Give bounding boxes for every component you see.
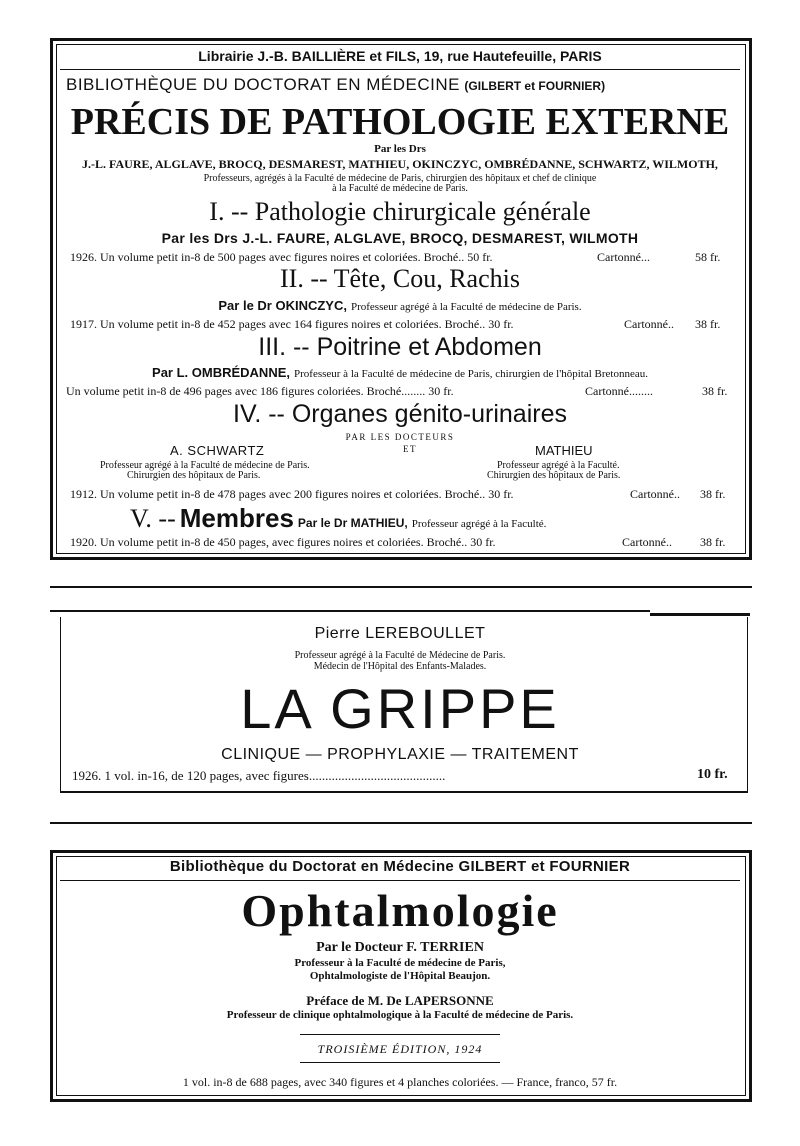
vol-2-cartonne: Cartonné..: [624, 317, 674, 331]
ophtalmo-details: 1 vol. in-8 de 688 pages, avec 340 figures et 4 planches coloriées. — France, franco, 57 fr.: [182, 1075, 618, 1089]
ophtalmo-edition: TROISIÈME ÉDITION, 1924: [317, 1042, 483, 1056]
vol-1-cartonne: Cartonné...: [597, 250, 650, 264]
section-rule: [50, 610, 650, 612]
vol-2-byline: [0, 297, 800, 315]
vol-4-par-les: PAR LES DOCTEURS: [345, 432, 455, 442]
vol-4-author-right: MATHIEU: [535, 443, 593, 458]
publisher-line: Librairie J.-B. BAILLIÈRE et FILS, 19, rue Hautefeuille, PARIS: [198, 48, 602, 64]
vol-3-byline: [0, 364, 800, 382]
vol-1-byline: Par les Drs J.-L. FAURE, ALGLAVE, BROCQ, DESMAREST, WILMOTH: [161, 230, 639, 246]
vol-5-details: 1920. Un volume petit in-8 de 450 pages, avec figures noires et coloriées. Broché.. 30 fr.: [70, 535, 496, 549]
section-rule: [650, 613, 750, 616]
vol-1-heading: I. -- Pathologie chirurgicale générale: [209, 197, 591, 226]
vol-1-price: 58 fr.: [695, 250, 721, 264]
vol-2-details: 1917. Un volume petit in-8 de 452 pages avec 164 figures noires et coloriées. Broché.. 30 fr.: [70, 317, 514, 331]
grippe-author-desc-2: Médecin de l'Hôpital des Enfants-Malades.: [313, 661, 487, 672]
ophtalmo-series: Bibliothèque du Doctorat en Médecine GILBERT et FOURNIER: [169, 858, 631, 875]
book-title: PRÉCIS DE PATHOLOGIE EXTERNE: [70, 101, 730, 143]
grippe-title: LA GRIPPE: [240, 677, 560, 740]
vol-3-heading: III. -- Poitrine et Abdomen: [258, 333, 542, 361]
vol-2-heading: II. -- Tête, Cou, Rachis: [280, 264, 520, 293]
grippe-author-desc-1: Professeur agrégé à la Faculté de Médecine de Paris.: [294, 650, 506, 661]
grippe-author: Pierre LEREBOULLET: [314, 625, 486, 642]
ophtalmo-author: Par le Docteur F. TERRIEN: [316, 940, 484, 955]
vol-2-author: Par le Dr OKINCZYC,: [218, 298, 347, 313]
authors-desc-2: à la Faculté de médecine de Paris.: [332, 183, 468, 194]
series-line: [66, 75, 605, 95]
vol-4-author-left-desc-2: Chirurgien des hôpitaux de Paris.: [127, 470, 261, 481]
vol-4-author-right-desc-1: Professeur agrégé à la Faculté.: [497, 460, 620, 471]
vol-5-author-desc: Professeur agrégé à la Faculté.: [411, 518, 547, 530]
vol-3-author: Par L. OMBRÉDANNE,: [152, 365, 290, 380]
series-title: BIBLIOTHÈQUE DU DOCTORAT EN MÉDECINE: [66, 75, 460, 94]
vol-1-details: 1926. Un volume petit in-8 de 500 pages avec figures noires et coloriées. Broché.. 50 fr.: [70, 250, 493, 264]
vol-4-et: ET: [403, 444, 417, 454]
vol-4-heading: IV. -- Organes génito-urinaires: [233, 400, 567, 428]
vol-5-author: Par le Dr MATHIEU,: [297, 516, 408, 530]
vol-3-cartonne: Cartonné........: [585, 384, 653, 398]
section-rule: [50, 586, 752, 588]
grippe-price: 10 fr.: [697, 767, 728, 782]
grippe-details: 1926. 1 vol. in-16, de 120 pages, avec figures..........................................: [72, 768, 446, 783]
vol-5-cartonne: Cartonné..: [622, 535, 672, 549]
series-editors: (GILBERT et FOURNIER): [464, 79, 606, 93]
authors-list: J.-L. FAURE, ALGLAVE, BROCQ, DESMAREST, MATHIEU, OKINCZYC, OMBRÉDANNE, SCHWARTZ, WILMOTH,: [82, 157, 718, 171]
authors-desc-1: Professeurs, agrégés à la Faculté de médecine de Paris, chirurgien des hôpitaux et chef de clinique: [203, 173, 597, 184]
ophtalmo-preface-desc: Professeur de clinique ophtalmologique à la Faculté de médecine de Paris.: [226, 1009, 574, 1021]
vol-5-heading: [130, 503, 546, 534]
vol-4-cartonne: Cartonné..: [630, 487, 680, 501]
vol-4-author-left-desc-1: Professeur agrégé à la Faculté de médecine de Paris.: [100, 460, 310, 471]
edition-rule: [300, 1062, 500, 1063]
vol-4-details: 1912. Un volume petit in-8 de 478 pages avec 200 figures noires et coloriées. Broché.. 30 fr.: [70, 487, 514, 501]
divider: [60, 69, 740, 70]
vol-5-price: 38 fr.: [700, 535, 726, 549]
vol-2-author-desc: Professeur agrégé à la Faculté de médecine de Paris.: [350, 301, 582, 313]
vol-4-author-left: A. SCHWARTZ: [170, 443, 265, 458]
grippe-subtitle: CLINIQUE — PROPHYLAXIE — TRAITEMENT: [221, 746, 579, 763]
vol-5-heading-num: V. --: [130, 504, 176, 533]
vol-3-details: Un volume petit in-8 de 496 pages avec 186 figures coloriées. Broché........ 30 fr.: [66, 384, 454, 398]
vol-5-heading-word: Membres: [179, 503, 294, 533]
vol-4-author-right-desc-2: Chirurgien des hôpitaux de Paris.: [487, 470, 621, 481]
section-rule: [50, 822, 752, 824]
ophtalmo-author-desc-2: Ophtalmologiste de l'Hôpital Beaujon.: [309, 970, 491, 982]
divider: [60, 880, 740, 881]
edition-rule: [300, 1034, 500, 1035]
vol-4-price: 38 fr.: [700, 487, 726, 501]
vol-3-author-desc: Professeur à la Faculté de médecine de Paris, chirurgien de l'hôpital Bretonneau.: [294, 368, 648, 380]
ophtalmo-title: Ophtalmologie: [241, 885, 559, 936]
vol-3-price: 38 fr.: [702, 384, 728, 398]
par-les-label: Par les Drs: [374, 143, 426, 155]
ophtalmo-preface: Préface de M. De LAPERSONNE: [306, 993, 494, 1008]
vol-2-price: 38 fr.: [695, 317, 721, 331]
ophtalmo-author-desc-1: Professeur à la Faculté de médecine de Paris,: [294, 957, 506, 969]
